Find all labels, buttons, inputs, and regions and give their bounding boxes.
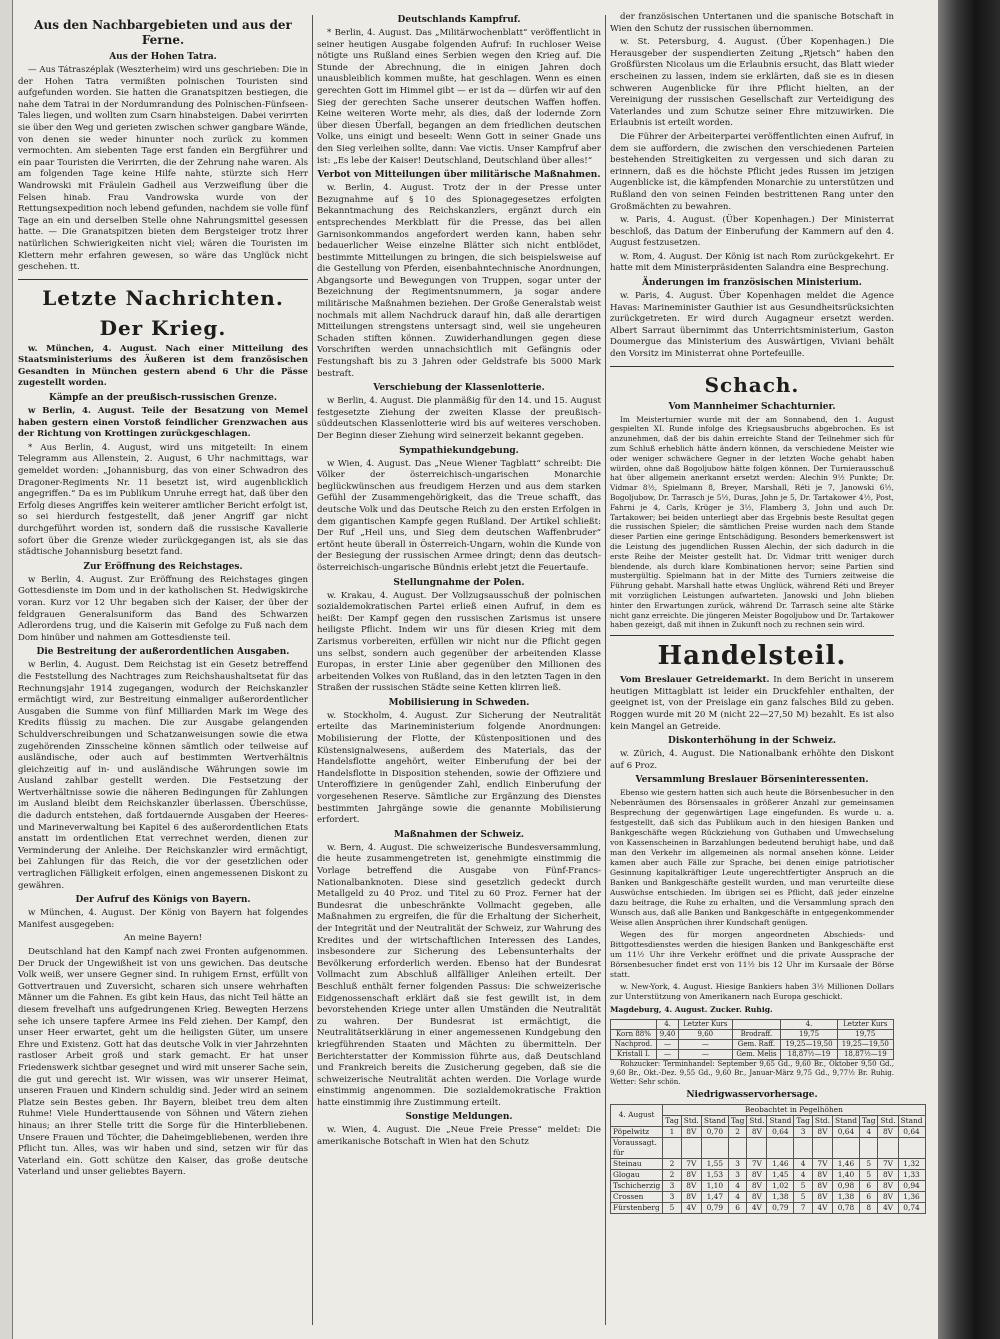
- table-cell: 8V: [681, 1126, 701, 1137]
- table-cell: 0,79: [701, 1202, 728, 1213]
- table-cell: 18,87½—19: [781, 1049, 837, 1059]
- article-text: * Berlin, 4. August. Das „Militärwochenblatt“ veröffentlicht in seiner heutigen Ausgabe folgenden Aufruf: In ruchloser Weise nötigte uns Rußland eines Serbien wegen den Krieg auf. Die Stunde der Abrechnung, die in einigen Jahren doch unausbleiblich kommen mußte, hat geschlagen. Wenn es einen gerechten Gott im Himmel gibt — er ist da — dürfen wir auf den Sieg der gerechten Sache unserer deutschen Waffen hoffen. Keine weiteren Worte mehr, als dies, daß der lodernde Zorn über diesen Überfall, begangen an dem friedlichen deutschen Volke, uns einigt und beseelt: Wenn Gott in seiner Gnade uns den Sieg verleihen sollte, dann: Vae victis. Unser Kampfruf aber ist: „Es lebe der Kaiser! Deutschland, Deutschland über alles!“: [317, 28, 601, 166]
- article-text: w Berlin, 4. August. Die planmäßig für den 14. und 15. August festgesetzte Ziehung der zweiten Klasse der preußisch-süddeutschen Klassenlotterie wird bis auf weiteres verschoben. Der Beginn dieser Ziehung wird seinerzeit bekannt gegeben.: [317, 396, 601, 441]
- section-heading: Schach.: [704, 372, 800, 397]
- table-cell: 4V: [681, 1202, 701, 1213]
- table-cell: 0,79: [767, 1202, 794, 1213]
- article-heading: Niedrigwasservorhersage.: [686, 1089, 818, 1100]
- article-text: w. Stockholm, 4. August. Zur Sicherung der Neutralität erteilte das Marineministerium folgende Anordnungen: Mobilisierung der Flotte, der Küstenpositionen und des Küstensignalwesens, außerdem des Materials, das der Handelsflotte angehört, weiter Einberufung der bei der Handelsflotte in Disposition stehenden, sowie der Offiziere und Unteroffiziere in genügender Zahl, endlich Einberufung der vorgesehenen Reserve. Sämtliche zur Ergänzung des Dienstes bestimmten Jahrgänge sowie die genannte Mobilisierung erfordert.: [317, 710, 601, 826]
- table-cell: 8V: [878, 1180, 898, 1191]
- table-cell: 0,94: [898, 1180, 925, 1191]
- table-header-cell: Tag: [663, 1115, 682, 1126]
- column-3: [610, 12, 923, 1332]
- table-cell: 19,25—19,50: [837, 1039, 893, 1049]
- separator: [610, 635, 894, 636]
- table-cell: 1,55: [701, 1158, 728, 1169]
- table-cell: 5: [663, 1202, 682, 1213]
- table-cell: 3: [728, 1158, 747, 1169]
- table-cell: 2: [663, 1169, 682, 1180]
- article-text: w. Bern, 4. August. Die schweizerische Bundesversammlung, die heute zusammengetreten ist, genehmigte einstimmig die Vorlage betreffend die Ausgabe von Fünf-Francs-Nationalbanknoten. Diese sind gesetzlich gedeckt durch Metallgeld zu 40 Proz. und Titel zu 60 Proz. Ferner hat der Bundesrat die unbeschränkte Vollmacht gegeben, alle Maßnahmen zu ergreifen, die für die Erhaltung der Sicherheit, der Integrität und der Neutralität der Schweiz, zur Wahrung des Kredites und der wirtschaftlichen Interessen des Landes, insbesondere zur Sicherung des Lebensunterhalts der Bevölkerung erforderlich werden. Ebenso hat der Bundesrat Vollmacht zum Abschluß allfälliger Anleihen erteilt. Der Beschluß enthält ferner folgenden Passus: Die schweizerische Eidgenossenschaft erklärt daß sie fest gewillt ist, in dem bevorstehenden Kriege unter allen Umständen die Neutralität zu wahren. Der Bundesrat ist ermächtigt, die Neutralitätserklärung in einer angemessenen Kundgebung den kriegführenden Staaten und Mächten zu übermitteln. Der Berichterstatter der Kommission führte aus, daß Deutschland und Frankreich bereits die Zusicherung gegeben, daß sie die schweizerische Neutralität achten werden. Die Vorlage wurde einstimmig angenommen. Die sozialdemokratische Fraktion hatte einstimmig ihre Zustimmung erteilt.: [317, 842, 601, 1108]
- article-heading: Änderungen im französischen Ministerium.: [642, 278, 862, 289]
- table-cell: 1,40: [833, 1169, 860, 1180]
- table-header-row: [611, 1019, 894, 1029]
- table-cell: 7V: [747, 1158, 767, 1169]
- article-text: w. St. Petersburg, 4. August. (Über Kopenhagen.) Die Herausgeber der suspendierten Zeitung „Rjetsch“ haben den Großfürsten Nicolaus um die Erlaubnis ersucht, das Blatt wieder erscheinen zu lassen, indem sie erklärten, daß sie es in diesen schweren Augenblicke für ihre Pflicht hielten, an der Vereinigung der russischen Gesellschaft zur Verteidigung des Vaterlandes und zum Schutze seiner Ehre mitzuwirken. Die Erlaubnis ist erteilt worden.: [610, 37, 894, 129]
- article-text: * Aus Berlin, 4. August, wird uns mitgeteilt: In einem Telegramm aus Allenstein, 2. August, 6 Uhr nachmittags, war gemeldet worden: „Johannisburg, das von einer Schwadron des Dragoner-Regiments Nr. 11 besetzt ist, wird augenblicklich angegriffen.“ Da es im Publikum Unruhe erregt hat, daß über den Erfolg dieses Angriffes kein weiterer amtlicher Bericht erfolgt ist, so sei hierdurch festgestellt, daß jener Angriff gar nicht durchgeführt worden ist, sondern daß die russische Kavallerie sofort über die Grenze wieder zurückgegangen ist, als sie das städtische Johannisburg besetzt fand.: [18, 442, 308, 558]
- table-cell: 5: [859, 1158, 878, 1169]
- article-text: w. Wien, 4. August. Die „Neue Freie Presse“ meldet: Die amerikanische Botschaft in Wien hat den Schutz: [317, 1125, 601, 1148]
- column-2: [317, 12, 601, 1332]
- table-row: [611, 1039, 894, 1049]
- article-text: w München, 4. August. Der König von Bayern hat folgendes Manifest ausgegeben:: [18, 908, 308, 930]
- article-text: w. New-York, 4. August. Hiesige Bankiers haben 3½ Millionen Dollars zur Unterstützung von Amerikanern nach Europa geschickt.: [610, 982, 894, 1002]
- table-cell: 1,46: [767, 1158, 794, 1169]
- table-cell: 8V: [747, 1191, 767, 1202]
- table-cell: 2: [663, 1158, 682, 1169]
- table-cell: 7: [794, 1202, 813, 1213]
- table-cell: 0,64: [767, 1126, 794, 1137]
- table-cell: 5: [794, 1191, 813, 1202]
- table-cell: 7V: [812, 1158, 832, 1169]
- article-text: w. Zürich, 4. August. Die Nationalbank erhöhte den Diskont auf 6 Proz.: [610, 749, 894, 771]
- article-text: w Berlin, 4. August. Teile der Besatzung von Memel haben gestern einen Vorstoß feindlicher Grenzwachen aus der Richtung von Krottingen zurückgeschlagen.: [18, 406, 308, 440]
- separator: [18, 279, 308, 280]
- book-binding-edge: [938, 0, 1000, 1339]
- article-heading: Deutschlands Kampfruf.: [397, 15, 521, 25]
- table-cell: 4: [794, 1158, 813, 1169]
- article-heading: Versammlung Breslauer Börseninteressenten.: [635, 775, 869, 786]
- article-heading: Die Bestreitung der außerordentlichen Ausgaben.: [36, 647, 290, 658]
- table-header-cell: Tag: [859, 1115, 878, 1126]
- article-heading: Verbot von Mitteilungen über militärische Maßnahmen.: [317, 170, 601, 181]
- table-cell: Glogau: [611, 1169, 663, 1180]
- table-header-cell: Beobachtet in Pegelhöhen: [663, 1104, 925, 1115]
- article-text: w. Paris, 4. August. (Über Kopenhagen.) Der Ministerrat beschloß, das Datum der Einberufung der Kammern auf den 4. August festzusetzen.: [610, 215, 894, 249]
- table-cell: Gem. Melis: [732, 1049, 781, 1059]
- table-header-row: [611, 1104, 926, 1115]
- table-cell: 8V: [681, 1180, 701, 1191]
- table-header-cell: Std.: [812, 1115, 832, 1126]
- market-note: Rohzucker: Terminhandel: September 9,65 Gd., 9,60 Br., Oktober 9,50 Gd., 9,60 Br., Okt.-Dez. 9,55 Gd., 9,60 Br., Januar-März 9,75 Gd., 9,77½ Br. Ruhig. Wetter: Sehr schön.: [610, 1059, 894, 1086]
- water-level-table: [610, 1104, 926, 1214]
- article-text: w. Berlin, 4. August. Trotz der in der Presse unter Bezugnahme auf § 10 des Spionagegesetzes erfolgten Bekanntmachung des Reichskanzlers, ergänzt durch ein entsprechendes Merkblatt für die Presse, das bei allen Garnisonkommandos angefordert werden kann, haben sehr bedauerlicher Weise einzelne Blätter sich nicht entblödet, bestimmte Mitteilungen zu bringen, die sich beispielsweise auf die Gestellung von Pferden, eisenbahntechnische Anordnungen, Abgangsorte und Bewegungen von Truppen, sogar unter der Bezeichnung der Regimentsnummern, ja sogar andere militärische Maßnahmen beziehen. Der Große Generalstab weist nochmals mit allem Nachdruck darauf hin, daß alle derartigen Mitteilungen strengstens untersagt sind, weil sie ungeheuren Schaden stiften können. Zuwiderhandlungen gegen diese Vorschriften werden unnachsichtlich mit Gefängnis oder Festungshaft bis zu 3 Jahren oder Geldstrafe bis 5000 Mark bestraft.: [317, 183, 601, 379]
- table-cell: Brodraff.: [732, 1029, 781, 1039]
- table-cell: 1,45: [767, 1169, 794, 1180]
- table-cell: 4: [794, 1169, 813, 1180]
- table-header-cell: [732, 1019, 781, 1029]
- table-cell: 0,70: [701, 1126, 728, 1137]
- table-cell: 8V: [812, 1126, 832, 1137]
- table-cell: 1,47: [701, 1191, 728, 1202]
- table-row: [611, 1049, 894, 1059]
- table-cell: 5: [859, 1169, 878, 1180]
- article-heading: Vom Mannheimer Schachturnier.: [668, 401, 836, 412]
- table-cell: 4V: [878, 1202, 898, 1213]
- table-cell: Nachprod.: [611, 1039, 657, 1049]
- table-cell: Steinau: [611, 1158, 663, 1169]
- table-cell: Gem. Raff.: [732, 1039, 781, 1049]
- table-cell: 19,75: [781, 1029, 837, 1039]
- table-cell: 9,60: [679, 1029, 732, 1039]
- article-text: w. München, 4. August. Nach einer Mitteilung des Staatsministeriums des Äußeren ist dem französischen Gesandten in München gestern abend 6 Uhr die Pässe zugestellt worden.: [18, 343, 308, 389]
- article-text: Ebenso wie gestern hatten sich auch heute die Börsenbesucher in den Nebenräumen des Börsensaales in größerer Anzahl zur gemeinsamen Besprechung der gegenwärtigen Lage eingefunden. Es wurde u. a. festgestellt, daß sich das Publikum auch in den hiesigen Banken und Bankgeschäfte wegen Rückziehung von Guthaben und Umwechselung von Kassenscheinen in Barzahlungen bedeutend beruhigt habe, und daß man den Verkehr im allgemeinen als normal ansehen könne. Leider kamen aber auch Fälle zur Sprache, bei denen einige patriotischer Gesinnung kapitalkräftiger Leute ungerechtfertigter Anspruch an die Banken und Bankgeschäfte gestellt wurden, und man verurteilte diese Auswüchse entschieden. Im übrigen sei es Pflicht, daß jeder einzelne dazu beitrage, die Ruhe zu erhalten, und die Versammlung sprach den Wunsch aus, daß alle Banken und Bankgeschäfte in entgegenkommender Weise allen Ansprüchen ihrer Kundschaft genügen.: [610, 788, 894, 928]
- table-cell: 0,98: [833, 1180, 860, 1191]
- table-cell: 8V: [747, 1180, 767, 1191]
- table-header-cell: 4.: [781, 1019, 837, 1029]
- article-text: Deutschland hat den Kampf nach zwei Fronten aufgenommen. Der Druck der Ungewißheit ist von uns gewichen. Das deutsche Volk weiß, wer unsere Gegner sind. In ruhigem Ernst, erfüllt von Gottvertrauen und Zuversicht, scharen sich unsere wehrhaften Männer um die Fahnen. Es gibt kein Haus, das nicht Teil hätte an diesem frevelhaft uns aufgedrungenen Krieg. Bewegten Herzens sehe ich unsere tapfere Armee ins Feld ziehen. Der Kampf, den unser Heer erwartet, geht um die heiligsten Güter, um unsere Ehre und Existenz. Gott hat das deutsche Volk in vier Jahrzehnten rastloser Arbeit groß und stark gemacht. Er hat unser Friedenswerk sichtbar gesegnet und wird mit unserer Sache sein, die gut und gerecht ist. Wir wissen, was wir unserer Heimat, unseren Frauen und Kindern schuldig sind. Jeder wird an seinem Platze sein Bestes geben. Ihr Bayern, bleibet treu dem alten Ruhme! Viele Hunderttausende von Söhnen und Vätern ziehen hinaus; an ihrer Stelle tritt die Sorge für die Hinterbliebenen. Unsere Frauen und Töchter, die Daheimgebliebenen, werden ihre Pflicht tun. Alles, was wir haben und sind, setzen wir für das Vaterland ein. Gott schütze den Kaiser, das große deutsche Vaterland und unser geliebtes Bayern.: [18, 947, 308, 1178]
- article-heading: Aus der Hohen Tatra.: [109, 52, 217, 62]
- table-cell: 2: [728, 1126, 747, 1137]
- article-text: w. Rom, 4. August. Der König ist nach Rom zurückgekehrt. Er hatte mit dem Ministerpräsidenten Salandra eine Besprechung.: [610, 251, 894, 274]
- table-cell: 1,32: [898, 1158, 925, 1169]
- table-cell: Korn 88%: [611, 1029, 657, 1039]
- table-cell: 7V: [681, 1158, 701, 1169]
- section-heading: Aus den Nachbargebieten und aus der Ferne.: [34, 18, 292, 47]
- table-cell: 0,78: [833, 1202, 860, 1213]
- table-header-cell: Std.: [878, 1115, 898, 1126]
- article-text: w. Paris, 4. August. Über Kopenhagen meldet die Agence Havas: Marineminister Gauthier ist aus Gesundheitsrücksichten zurückgetreten. Er wird durch Augagneur ersetzt werden. Albert Sarraut übernimmt das Unterrichtsministerium, Gaston Doumergue das Ministerium des Auswärtigen, Viviani behält den Vorsitz im Ministerrat ohne Portefeuille.: [610, 291, 894, 360]
- table-cell: Tschicherzig: [611, 1180, 663, 1191]
- table-cell: 1,02: [767, 1180, 794, 1191]
- article-text: Die Führer der Arbeiterpartei veröffentlichten einen Aufruf, in dem sie auffordern, die zwischen den verschiedenen Parteien bestehenden Streitigkeiten zu vergessen und sich daran zu erinnern, daß es die höchste Pflicht jedes Russen im jetzigen Augenblicke ist, die kämpfenden Monarchie zu unterstützen und Rußland den von seinen Feinden bestrittenen Rang unter den Großmächten zu bewahren.: [610, 131, 894, 212]
- table-cell: [728, 1137, 747, 1158]
- article-heading: Sonstige Meldungen.: [405, 1112, 513, 1123]
- article-text: Im Meisterturnier wurde mit der am Sonnabend, den 1. August gespielten XI. Runde infolge des Kriegsausbruchs abgebrochen. Es ist anzunehmen, daß der bis dahin erreichte Stand der Teilnehmer sich für zum Schluß erheblich hätte ändern können, da verschiedene Meister wie oder weniger schwächere Gegner in der letzten Woche gehabt haben würden, ohne daß Bogoljubow hätte folgen können. Der Turnierausschuß hat über allgemein anerkannt ersetzt werden: Alechin 9½ Punkte; Dr. Vidmar 8½, Spielmann 8, Breyer, Marshall, Réti je 7, Janowski 6½, Bogoljubow, Dr. Tarrasch je 5½, Duras, John je 5, Dr. Tartakower 4½, Post, Fahrni je 4, Carls, Krüger je 3½, Flamberg 3, John und auch Dr. Tartakower; bei beiden unterliegt aber das Ergebnis beste Resultat gegen die russischen Spieler; die sämtlichen Preise wurden nach dem Stande dieser Partien eine geringe Entschädigung. Besonders bemerkenswert ist die Leistung des jugendlichen Russen Alechin, der sich dadurch in die erste Reihe der Meister gestellt hat. Dr. Vidmar tritt weniger durch blendende, als durch klare Kombinationen hervor; seine Partien sind mustergültig. Spielmann hat in der Mitte des Turniers zeitweise die Führung gehabt. Marshall hatte etwas Unglück, während Réti und Breyer mit vorzüglichen Leistungen aufwarteten. Janowski und John blieben hinter den Erwartungen zurück, während Dr. Tarrasch seine alte Stärke nicht ganz erreichte. Die jüngeren Meister Bogoljubow und Dr. Tartakower haben gezeigt, daß mit ihnen in Zukunft noch zu rechnen sein wird.: [610, 414, 894, 630]
- table-cell: 8V: [681, 1191, 701, 1202]
- table-header-cell: Letzter Kurs: [679, 1019, 732, 1029]
- article-heading: Vom Breslauer Getreidemarkt.: [620, 675, 770, 686]
- table-header-cell: 4.: [656, 1019, 678, 1029]
- table-cell: 0,64: [833, 1126, 860, 1137]
- table-cell: 1,36: [898, 1191, 925, 1202]
- article-text: w Berlin, 4. August. Dem Reichstag ist ein Gesetz betreffend die Feststellung des Nachtrages zum Reichshaushaltsetat für das Rechnungsjahr 1914 zugegangen, wodurch der Reichskanzler ermächtigt wird, zur Bestreitung einmaliger außerordentlicher Ausgaben die Summe von fünf Milliarden Mark im Wege des Kredits flüssig zu machen. Die zur Ausgabe gelangenden Schuldverschreibungen und Schatzanweisungen sowie die etwa zugehörenden Zinsscheine können sämtlich oder teilweise auf ausländische, oder auch auf bestimmten Wertverhältnis gleichzeitig auf in- und ausländische Währungen sowie im Ausland zahlbar gestellt werden. Die Festsetzung der Wertverhältnisse sowie die näheren Bedingungen für Zahlungen im Ausland bleibt dem Reichskanzler überlassen. Überschüsse, die dadurch entstehen, daß fortdauernde Ausgaben der Heeres- und Marineverwaltung bei Kapitel 6 des außerordentlichen Etats anstatt im ordentlichen Etat verrechnet werden, dienen zur Verminderung der Anleihe. Der Reichskanzler wird ermächtigt, bei Zahlungen für das Reich, die vor der gesetzlichen oder vertraglichen Fälligkeit erfolgen, einen angemessenen Diskont zu gewähren.: [18, 660, 308, 891]
- table-cell: 3: [663, 1180, 682, 1191]
- table-cell: 8V: [747, 1169, 767, 1180]
- table-row: [611, 1202, 926, 1213]
- table-cell: 19,25—19,50: [781, 1039, 837, 1049]
- table-row: [611, 1191, 926, 1202]
- table-header-cell: Tag: [794, 1115, 813, 1126]
- table-cell: 3: [728, 1169, 747, 1180]
- table-cell: 19,75: [837, 1029, 893, 1039]
- article-text: der französischen Untertanen und die spanische Botschaft in Wien den Schutz der russischen übernommen.: [610, 12, 894, 34]
- table-header-cell: Stand: [701, 1115, 728, 1126]
- table-cell: 1,53: [701, 1169, 728, 1180]
- table-cell: 7V: [878, 1158, 898, 1169]
- table-row: [611, 1126, 926, 1137]
- scan-edge: [0, 0, 13, 1339]
- table-cell: Fürstenberg: [611, 1202, 663, 1213]
- sugar-market-table: [610, 1019, 894, 1060]
- table-cell: 1,33: [898, 1169, 925, 1180]
- table-header-cell: Tag: [728, 1115, 747, 1126]
- article-heading: Stellungnahme der Polen.: [393, 577, 525, 588]
- table-header-cell: 4. August: [611, 1104, 663, 1126]
- table-cell: Crossen: [611, 1191, 663, 1202]
- table-row: [611, 1029, 894, 1039]
- table-cell: —: [679, 1039, 732, 1049]
- table-header-cell: Stand: [767, 1115, 794, 1126]
- table-cell: 0,74: [898, 1202, 925, 1213]
- table-cell: 0,64: [898, 1126, 925, 1137]
- table-cell: 6: [859, 1191, 878, 1202]
- table-cell: 6: [859, 1180, 878, 1191]
- table-cell: 3: [794, 1126, 813, 1137]
- section-heading: Letzte Nachrichten.: [42, 285, 284, 310]
- table-cell: 8V: [812, 1169, 832, 1180]
- table-cell: Kristall I.: [611, 1049, 657, 1059]
- table-cell: 4: [859, 1126, 878, 1137]
- table-cell: [681, 1137, 701, 1158]
- table-cell: —: [656, 1049, 678, 1059]
- table-cell: 1,10: [701, 1180, 728, 1191]
- table-cell: 4V: [812, 1202, 832, 1213]
- table-cell: 8V: [812, 1180, 832, 1191]
- column-1: [18, 12, 308, 1332]
- manifest-salutation: An meine Bayern!: [123, 933, 203, 944]
- article-heading: Diskonterhöhung in der Schweiz.: [668, 736, 836, 747]
- table-cell: 1,38: [833, 1191, 860, 1202]
- table-cell: 8V: [878, 1169, 898, 1180]
- market-title: Magdeburg, 4. August. Zucker. Ruhig.: [610, 1005, 773, 1015]
- table-cell: Voraussagt. für: [611, 1137, 663, 1158]
- separator: [610, 366, 894, 367]
- article-heading: Sympathiekundgebung.: [399, 445, 519, 456]
- table-row: [611, 1158, 926, 1169]
- table-cell: —: [679, 1049, 732, 1059]
- table-cell: 4V: [747, 1202, 767, 1213]
- table-header-cell: [611, 1019, 657, 1029]
- article-heading: Kämpfe an der preußisch-russischen Grenze.: [49, 393, 277, 404]
- table-header-cell: Std.: [747, 1115, 767, 1126]
- table-cell: 8V: [878, 1191, 898, 1202]
- table-cell: Pöpelwitz: [611, 1126, 663, 1137]
- table-cell: 5: [794, 1180, 813, 1191]
- table-row: [611, 1169, 926, 1180]
- column-rule: [312, 15, 313, 1325]
- table-cell: [878, 1137, 898, 1158]
- table-cell: 4: [728, 1180, 747, 1191]
- table-cell: 8V: [878, 1126, 898, 1137]
- article-text: w Wien, 4. August. Das „Neue Wiener Tagblatt“ schreibt: Die Völker der österreichisch-ungarischen Monarchie beglückwünschen aus freudigem Herzen und aus dem starken Gefühl der Zusammengehörigkeit, das die Treue schafft, das deutsche Volk und das Deutsche Reich zu den ersten Erfolgen in dem gigantischen Kampfe gegen Rußland. Der Artikel schließt: Der Ruf „Heil uns, und Sieg dem deutschen Waffenbruder“ ertönt heute überall in Österreich-Ungarn, wohin die Kunde von der Besiegung der russischen Armee dringt; denn das deutsch-österreichisch-ungarische Bündnis erlebt jetzt die Feuertaufe.: [317, 458, 601, 573]
- article-text: — Aus Tátraszéplak (Weszterheim) wird uns geschrieben: Die in der Hohen Tatra vermißten polnischen Touristen sind aufgefunden worden. Sie hatten die Granatspitzen bestiegen, die nahe dem Tatrai in der Nordumrandung des Polnischen-Fünfseen-Tales liegen, und wollten zum Csarn hinabsteigen. Dabei verirrten sie über den Weg und gerieten zwischen schwer gangbare Wände, von denen sie weder hinunter noch zurück zu kommen vermochten. Am siebenten Tage erst fanden ein Bergführer und ein paar Touristen die Verirrten, die der Zehrung nahe waren. Als am folgenden Tage keine Hilfe nahte, stürzte sich Herr Wandrowski mit Fräulein Gadheil aus Verzweiflung über die Felsen hinab. Frau Vandrowska wurde von der Rettungsexpedition noch lebend gefunden, nachdem sie volle fünf Tage an ein und derselben Stelle ohne Nahrungsmittel gesessen hatte. — Die Granatspitzen bieten dem Bergsteiger trotz ihrer natürlichen Schwierigkeiten nicht viel; wären die Touristen im Klettern mehr erfahren gewesen, so wäre das Unglück nicht geschehen. tt.: [18, 65, 308, 273]
- table-cell: [794, 1137, 813, 1158]
- table-header-cell: Letzter Kurs: [837, 1019, 893, 1029]
- article-heading: Verschiebung der Klassenlotterie.: [373, 383, 545, 394]
- table-cell: 8V: [681, 1169, 701, 1180]
- table-cell: 6: [728, 1202, 747, 1213]
- table-cell: [812, 1137, 832, 1158]
- article-heading: Zur Eröffnung des Reichstages.: [83, 561, 243, 572]
- table-cell: [898, 1137, 925, 1158]
- table-cell: [747, 1137, 767, 1158]
- table-header-cell: Std.: [681, 1115, 701, 1126]
- section-heading: Handelsteil.: [657, 641, 847, 672]
- table-cell: [767, 1137, 794, 1158]
- table-cell: [833, 1137, 860, 1158]
- table-cell: 4: [728, 1191, 747, 1202]
- table-cell: 1,38: [767, 1191, 794, 1202]
- table-row: [611, 1180, 926, 1191]
- article-text: w Berlin, 4. August. Zur Eröffnung des Reichstages gingen Gottesdienste im Dom und in der katholischen St. Hedwigskirche voran. Kurz vor 12 Uhr begaben sich der Kaiser, der über der feldgrauen Generalsuniform das Band des Schwarzen Adlerordens trug, und die Kaiserin mit Gefolge zu Fuß nach dem Dom hinüber und nahmen am Gottesdienste teil.: [18, 574, 308, 643]
- article-heading: Mobilisierung in Schweden.: [388, 697, 530, 708]
- article-heading: Der Aufruf des Königs von Bayern.: [75, 895, 251, 906]
- column-rule: [605, 15, 606, 1325]
- table-cell: 18,87½—19: [837, 1049, 893, 1059]
- table-cell: 8V: [747, 1126, 767, 1137]
- article-text: w. Krakau, 4. August. Der Vollzugsausschuß der polnischen sozialdemokratischen Partei erließ einen Aufruf, in dem es heißt: Der Kampf gegen den russischen Zarismus ist unsere heiligste Pflicht. Indem wir uns für diesen Krieg mit dem Zarismus vorbereiten, erfüllen wir nicht nur die Pflicht gegen uns selbst, sondern auch gegenüber der arbeitenden Klasse Europas, in erster Linie aber gegenüber den Millionen des arbeitenden Volkes von Rußland, das in den letzten Tagen in den Straßen der russischen Städte seine Ketten klirren ließ.: [317, 590, 601, 694]
- table-cell: 8: [859, 1202, 878, 1213]
- table-cell: —: [656, 1039, 678, 1049]
- article-heading: Maßnahmen der Schweiz.: [393, 829, 525, 840]
- table-row: [611, 1137, 926, 1158]
- article-text: In dem Bericht in unserem heutigen Mittagblatt ist leider ein Druckfehler enthalten, der geeignet ist, von der Preislage ein ganz falsches Bild zu geben. Roggen wurde mit 20 M (nicht 22—27,50 M) bezahlt. Es ist also kein Mangel an Getreide.: [610, 675, 895, 732]
- table-cell: 3: [663, 1191, 682, 1202]
- table-cell: 1,46: [833, 1158, 860, 1169]
- table-cell: [663, 1137, 682, 1158]
- article-text: Wegen des für morgen angeordneten Abschieds- und Bittgottesdienstes werden die hiesigen Banken und Bankgeschäfte erst um 11½ Uhr ihre Verkehr eröffnet und die private Aussprache der Börsenbesucher findet erst von 11½ bis 12 Uhr im Kursaale der Börse statt.: [610, 930, 894, 980]
- table-cell: 9,40: [656, 1029, 678, 1039]
- table-cell: 8V: [812, 1191, 832, 1202]
- table-cell: 1: [663, 1126, 682, 1137]
- table-header-cell: Stand: [898, 1115, 925, 1126]
- table-header-cell: Stand: [833, 1115, 860, 1126]
- table-cell: [701, 1137, 728, 1158]
- section-heading: Der Krieg.: [99, 315, 227, 340]
- table-cell: [859, 1137, 878, 1158]
